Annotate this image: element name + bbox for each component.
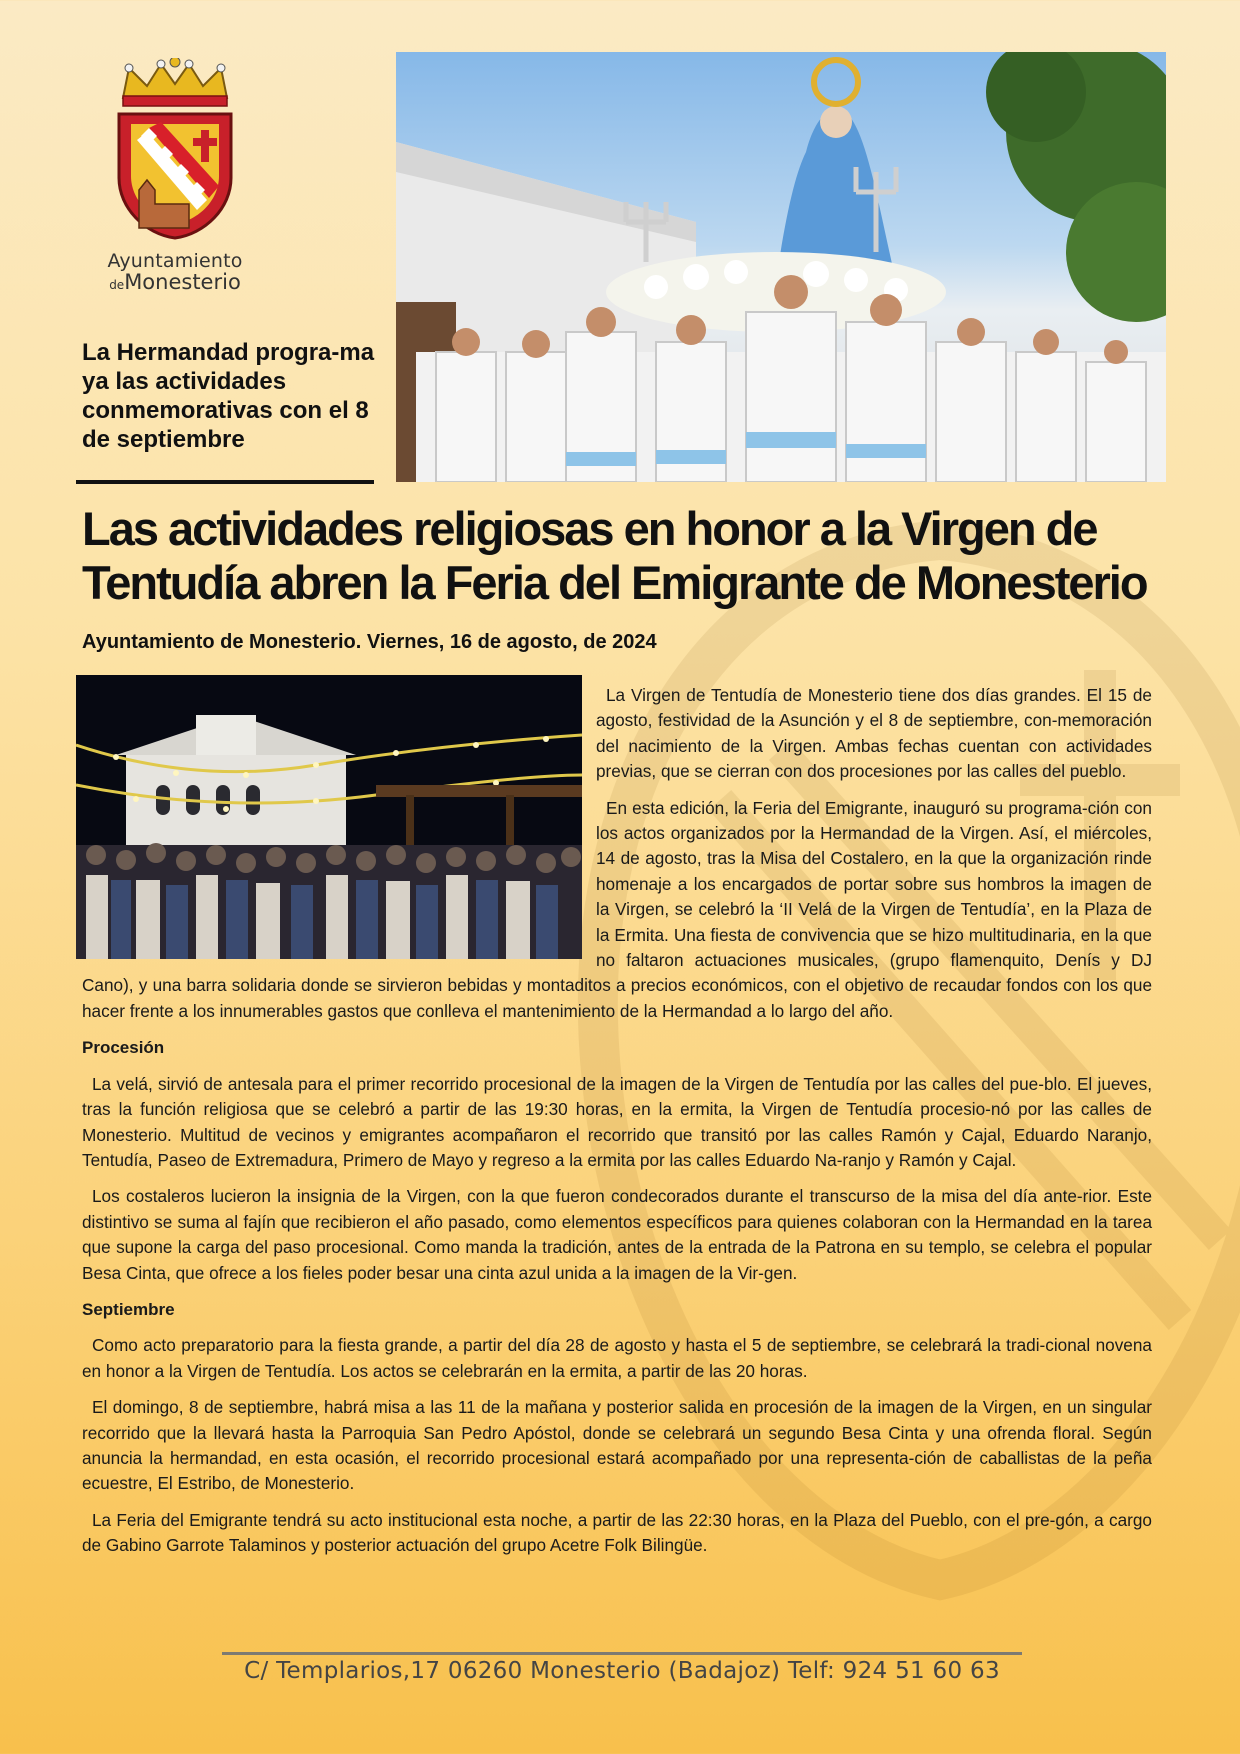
logo-text-line1: Ayuntamiento [107,250,243,272]
paragraph-novena: Como acto preparatorio para la fiesta grande, a partir del día 28 de agosto y hasta el 5 de septiembre, se celebrará la tradi-cional novena en honor a la Virgen de Tentudía. Los actos se celebrarán en la ermita, a partir de las 20 horas. [82,1335,1152,1381]
municipal-logo [95,58,255,294]
logo-text-prefix: de [109,278,125,292]
coat-of-arms-icon [109,58,241,240]
paragraph-intro: La Virgen de Tentudía de Monesterio tiene dos días grandes. El 15 de agosto, festividad de la Asunción y el 8 de septiembre, con-memoración del nacimiento de la Virgen. Ambas fechas cuentan con actividades previas, que se cierran con dos procesiones por las calles del pueblo. [596,685,1152,782]
paragraph-pregon: La Feria del Emigrante tendrá su acto institucional esta noche, a partir de las 22:30 horas, en la Plaza del Pueblo, con el pre-gón, a cargo de Gabino Garrote Talaminos y posterior actuación del grupo Acetre Folk Bilingüe. [82,1509,1152,1556]
headline: Las actividades religiosas en honor a la Virgen de Tentudía abren la Feria del Emigrante de Monesterio [82,502,1147,609]
hero-photo-procession [396,52,1166,482]
subtitle-divider [76,480,374,484]
section-heading-septiembre: Septiembre [82,1299,175,1319]
subtitle: La Hermandad progra-ma ya las actividades conmemorativas con el 8 de septiembre [82,339,375,453]
paragraph-costaleros: Los costaleros lucieron la insignia de la Virgen, con la que fueron condecorados durante el transcurso de la misa del día ante-rior. Este distintivo se suma al fajín que recibieron el año pasado, como elementos específicos para quienes colaboran con la Hermandad en la tarea que supone la carga del paso procesional. Como manda la tradición, antes de la entrada de la Patrona en su templo, se celebra el popular Besa Cinta, que ofrece a los fieles poder besar una cinta azul unida a la imagen de la Vir-gen. [82,1186,1152,1283]
dateline: Ayuntamiento de Monesterio. Viernes, 16 de agosto, de 2024 [82,631,657,653]
photo-float-spacer [82,675,596,963]
footer-address: C/ Templarios,17 06260 Monesterio (Badajoz) Telf: 924 51 60 63 [244,1658,1000,1684]
procession-illustration [396,52,1166,482]
paragraph-procesion: La velá, sirvió de antesala para el primer recorrido procesional de la imagen de la Virgen de Tentudía por las calles del pue-blo. El jueves, tras la función religiosa que se celebró a partir de las 19:30 horas, en la ermita, la Virgen de Tentudía procesio-nó por las calles de Monesterio. Multitud de vecinos y emigrantes acompañaron el recorrido que transitó por las calles Ramón y Cajal, Eduardo Naranjo, Tentudía, Paseo de Extremadura, Primero de Mayo y regreso a la ermita por las calles Eduardo Na-ranjo y Ramón y Cajal. [82,1073,1152,1170]
paragraph-feria: En esta edición, la Feria del Emigrante, inauguró su programa-ción con los actos organizados por la Hermandad de la Virgen. Así, el miércoles, 14 de agosto, tras la Misa del Costalero, en la que la organización rinde homenaje a los encargados de portar sobre sus hombros la imagen de la Virgen, se celebró la ‘II Velá de la Virgen de Tentudía’, en la Plaza de la Ermita. Una fiesta de convivencia que se hizo multitudinaria, en la que no faltaron actuaciones musicales, (grupo flamenquito, Denís y DJ Cano), y una barra solidaria donde se sirvieron bebidas y montaditos a precios económicos, con el objetivo de recaudar fondos con los que hacer frente a los innumerables gastos que conlleva el mantenimiento de la Hermandad a lo largo del año. [82,797,1152,1021]
section-heading-procesion: Procesión [82,1038,165,1058]
logo-text-line2 [95,270,255,294]
article-body [82,683,1152,1570]
paragraph-domingo: El domingo, 8 de septiembre, habrá misa a las 11 de la mañana y posterior salida en procesión de la imagen de la Virgen, en un singular recorrido que la llevará hasta la Parroquia San Pedro Apóstol, donde se celebrará un segundo Besa Cinta y una ofrenda floral. Según anuncia la hermandad, en esta ocasión, el recorrido procesional estará acompañado por una representa-ción de caballistas de la peña ecuestre, El Estribo, de Monesterio. [82,1397,1152,1494]
logo-text-name: Monesterio [124,270,241,294]
footer-divider [222,1652,1022,1655]
